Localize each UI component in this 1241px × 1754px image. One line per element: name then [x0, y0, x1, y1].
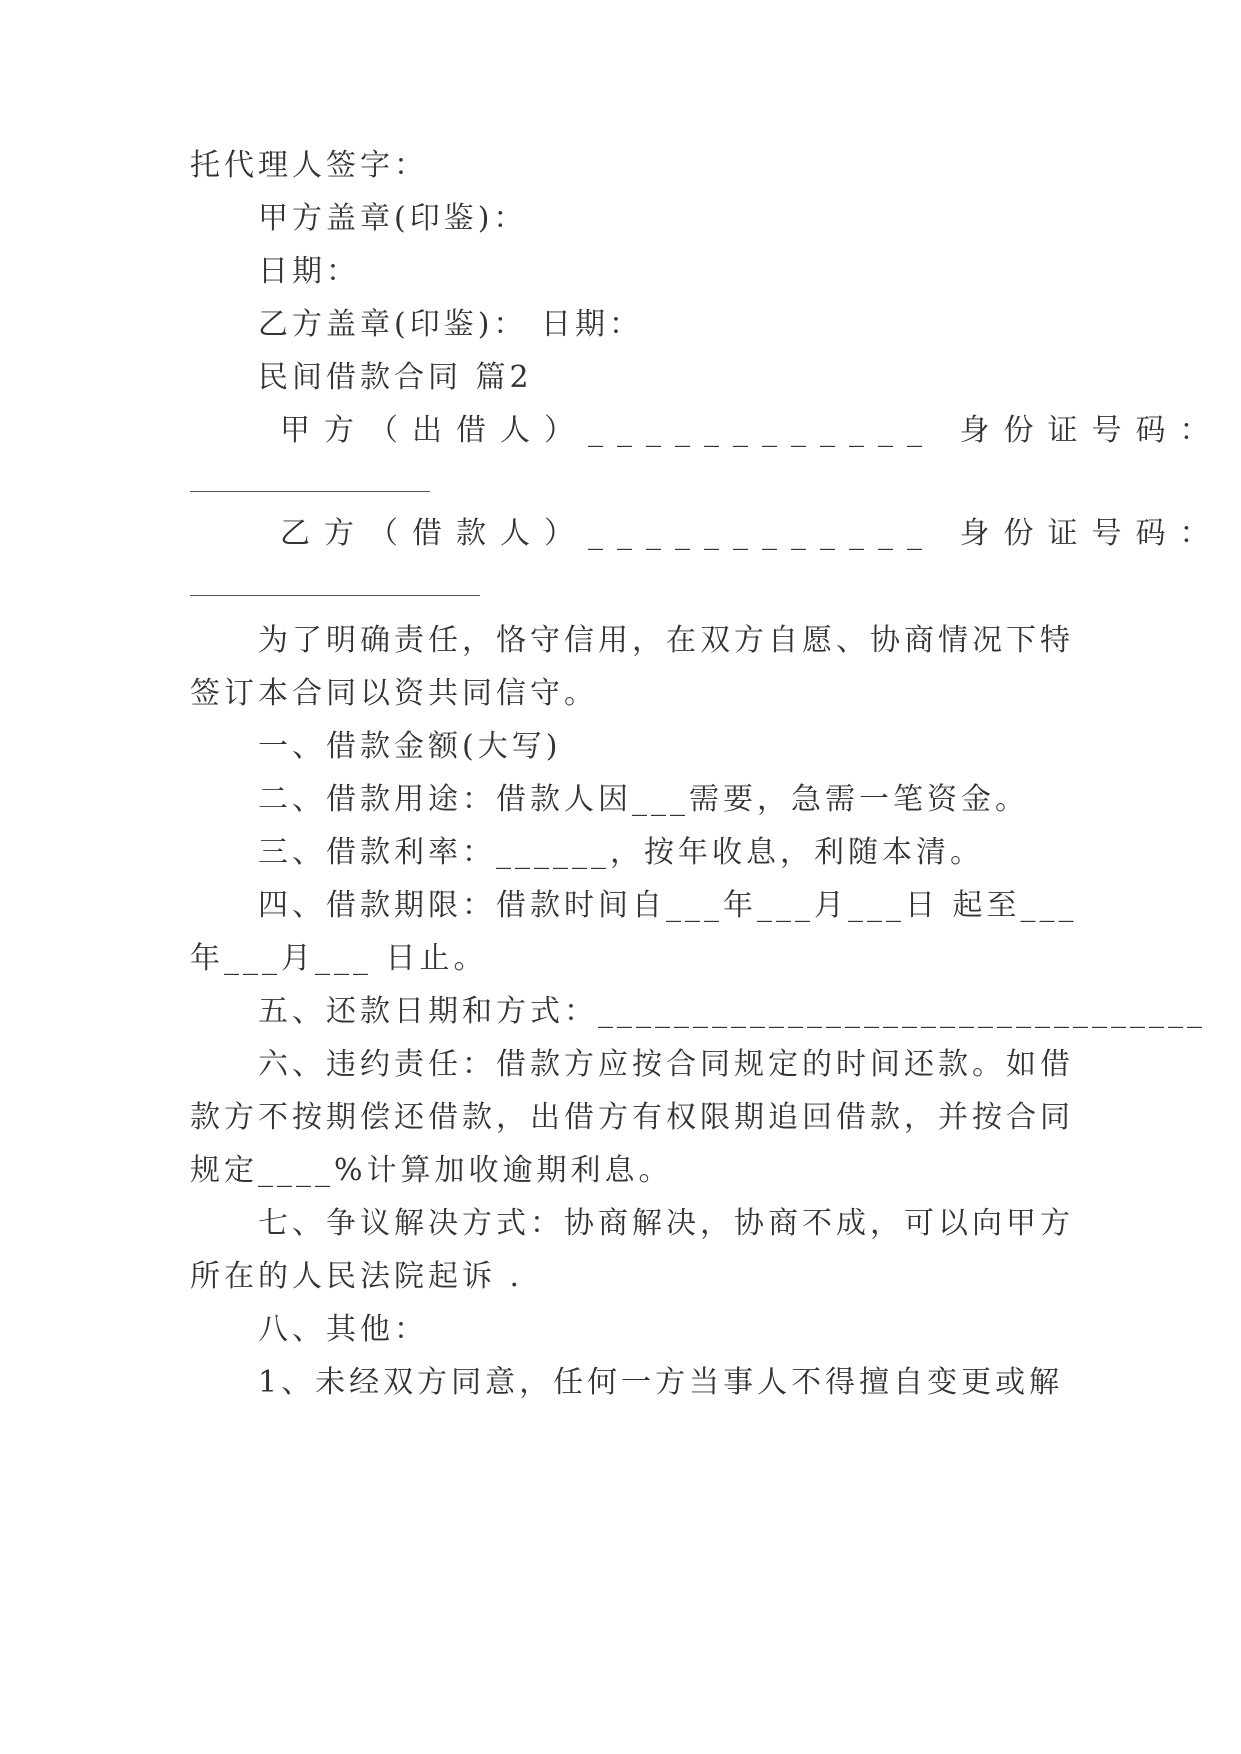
borrower-id-blank [190, 595, 480, 596]
text-line-4: 乙方盖章(印鉴)： 日期： [258, 307, 643, 342]
lender-line: 甲方（出借人）____________ 身份证号码： [280, 413, 1224, 448]
text-line-1: 托代理人签字： [190, 148, 428, 183]
clause-6-cont-1: 款方不按期偿还借款，出借方有权限期追回借款，并按合同 [190, 1100, 1074, 1135]
clause-4: 四、借款期限：借款时间自___年___月___日 起至___ [258, 888, 1078, 923]
clause-6: 六、违约责任：借款方应按合同规定的时间还款。如借 [258, 1047, 1074, 1082]
clause-8-item-1: 1、未经双方同意，任何一方当事人不得擅自变更或解 [258, 1365, 1064, 1400]
clause-7: 七、争议解决方式：协商解决，协商不成，可以向甲方 [258, 1206, 1074, 1241]
clause-8: 八、其他： [258, 1312, 428, 1347]
text-line-2: 甲方盖章(印鉴)： [258, 201, 528, 236]
clause-7-cont: 所在的人民法院起诉 . [190, 1259, 524, 1294]
clause-5: 五、还款日期和方式：________________________________ [258, 994, 1206, 1029]
clause-3: 三、借款利率：______，按年收息，利随本清。 [258, 835, 984, 870]
lender-id-blank [190, 491, 430, 492]
clause-4-cont: 年___月___ 日止。 [190, 941, 488, 976]
text-line-9: 签订本合同以资共同信守。 [190, 676, 598, 711]
text-line-3: 日期： [258, 254, 360, 289]
clause-6-cont-2: 规定____%计算加收逾期利息。 [190, 1153, 673, 1188]
clause-1: 一、借款金额(大写) [258, 729, 562, 764]
clause-2: 二、借款用途：借款人因___需要，急需一笔资金。 [258, 782, 1029, 817]
section-title: 民间借款合同 篇2 [258, 360, 533, 395]
borrower-line: 乙方（借款人）____________ 身份证号码： [280, 516, 1224, 551]
text-line-8: 为了明确责任，恪守信用，在双方自愿、协商情况下特 [258, 623, 1074, 658]
